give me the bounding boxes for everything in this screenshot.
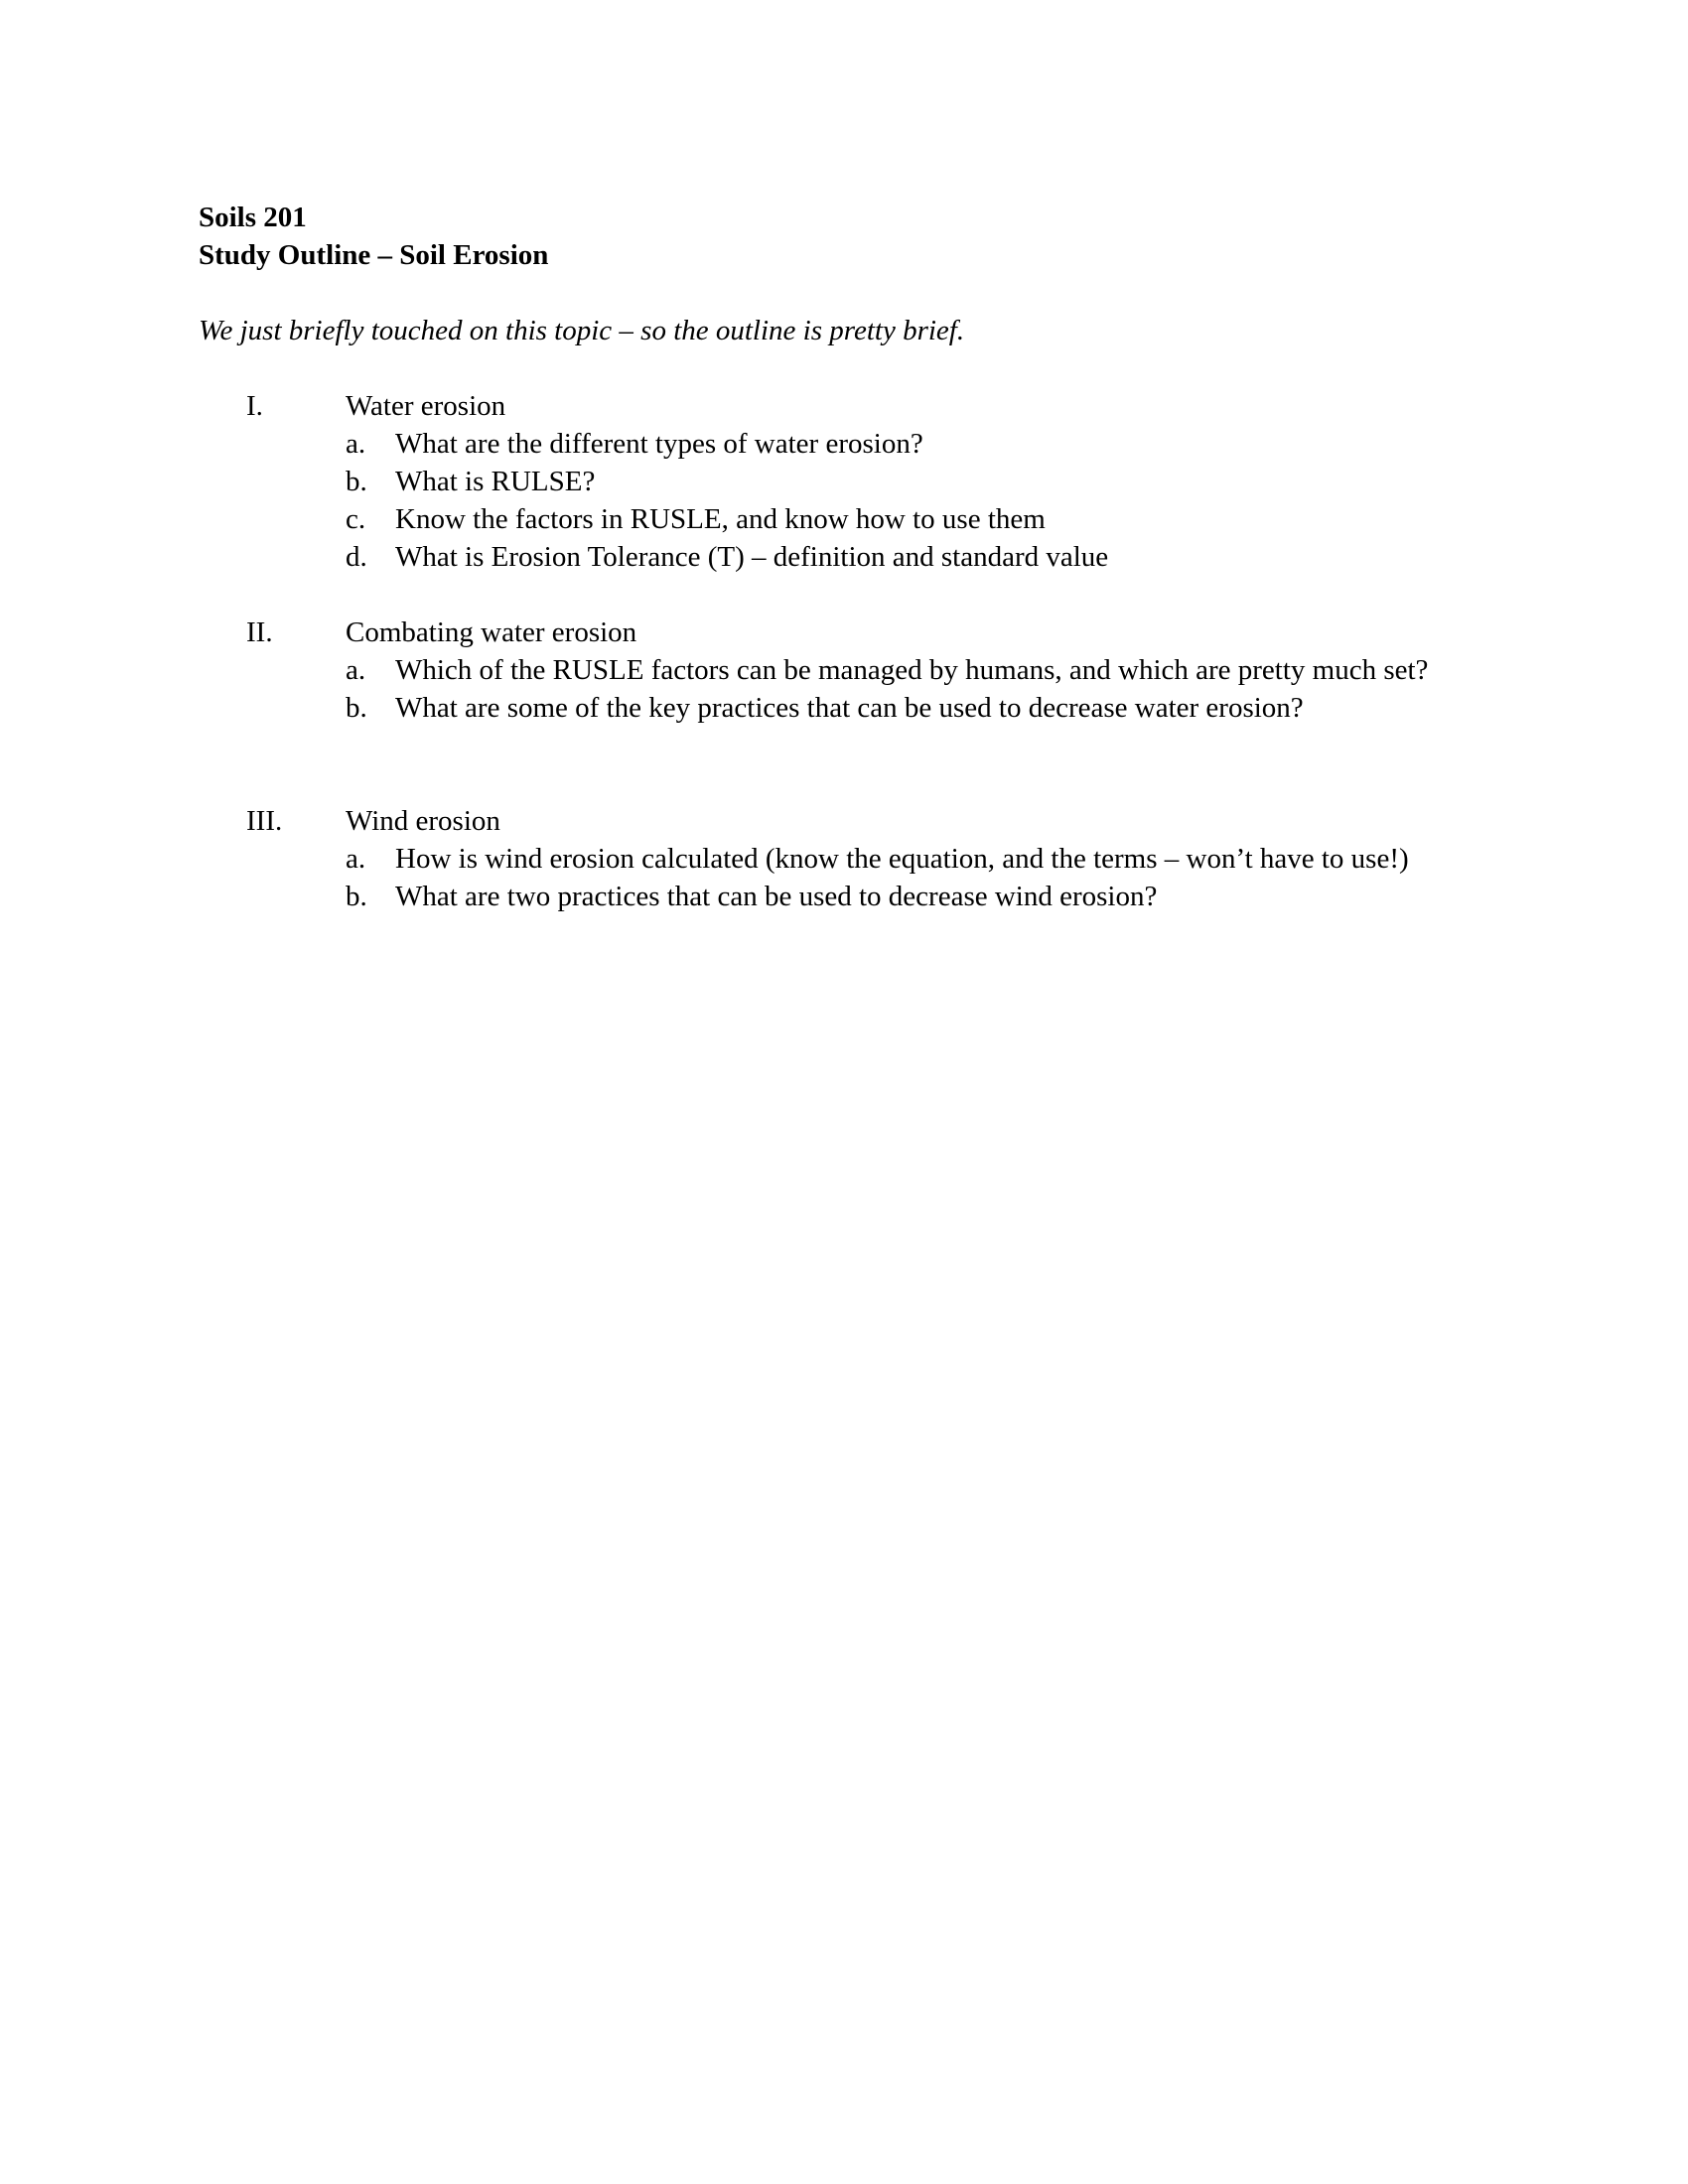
list-item xyxy=(199,651,1487,689)
sub-item-list xyxy=(199,651,1489,727)
item-text: Know the factors in RUSLE, and know how to use them xyxy=(395,503,1046,535)
item-text: What is Erosion Tolerance (T) – definition and standard value xyxy=(395,541,1109,573)
item-text: What are two practices that can be used to decrease wind erosion? xyxy=(395,881,1158,912)
item-marker: b. xyxy=(346,692,367,724)
list-item xyxy=(199,425,1487,463)
section-title: Combating water erosion xyxy=(346,616,637,648)
item-text: What are some of the key practices that can be used to decrease water erosion? xyxy=(395,692,1304,724)
item-marker: d. xyxy=(346,541,367,573)
item-marker: c. xyxy=(346,503,366,535)
course-name: Soils 201 xyxy=(199,202,307,233)
item-text: What is RULSE? xyxy=(395,466,596,497)
item-marker: a. xyxy=(346,428,366,460)
section-numeral: II. xyxy=(246,616,273,648)
list-item xyxy=(199,689,1487,727)
section-title: Wind erosion xyxy=(346,805,500,837)
item-text: Which of the RUSLE factors can be managed by humans, and which are pretty much set? xyxy=(395,654,1429,686)
list-item xyxy=(199,500,1487,538)
section-numeral: I. xyxy=(246,390,263,422)
item-marker: b. xyxy=(346,881,367,912)
list-item xyxy=(199,840,1487,878)
outline-section-wind-erosion xyxy=(199,802,1489,915)
document-header xyxy=(199,199,548,274)
item-marker: b. xyxy=(346,466,367,497)
sub-item-list xyxy=(199,425,1489,576)
item-marker: a. xyxy=(346,843,366,875)
item-text: How is wind erosion calculated (know the equation, and the terms – won’t have to use!) xyxy=(395,843,1409,875)
list-item xyxy=(199,538,1487,576)
outline-section-water-erosion xyxy=(199,387,1489,576)
sub-item-list xyxy=(199,840,1489,915)
intro-note: We just briefly touched on this topic – so the outline is pretty brief. xyxy=(199,315,965,346)
list-item xyxy=(199,463,1487,500)
document-title: Study Outline – Soil Erosion xyxy=(199,239,549,271)
section-title: Water erosion xyxy=(346,390,506,422)
section-numeral: III. xyxy=(246,805,283,837)
list-item xyxy=(199,878,1487,915)
outline-section-combating-water-erosion xyxy=(199,614,1489,727)
item-marker: a. xyxy=(346,654,366,686)
item-text: What are the different types of water erosion? xyxy=(395,428,923,460)
